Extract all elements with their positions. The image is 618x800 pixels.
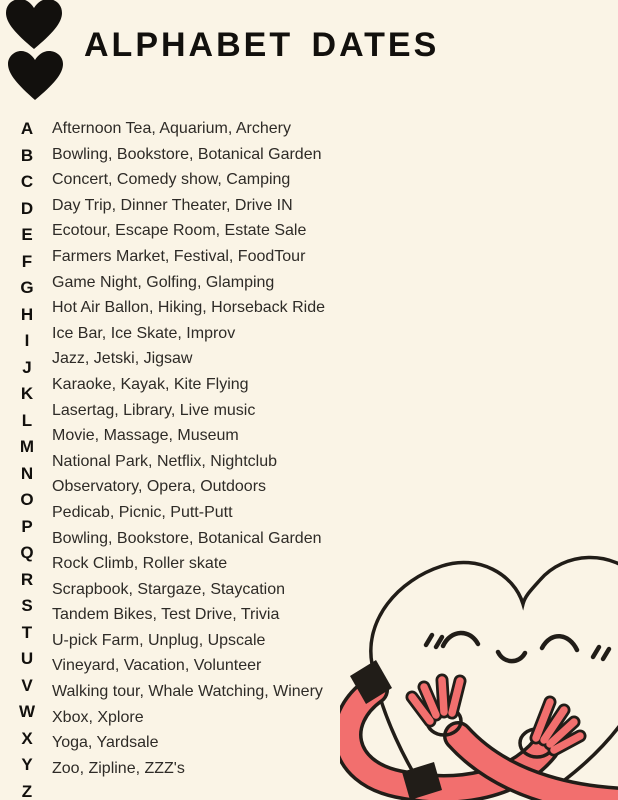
alphabet-letter-y: Y	[21, 755, 33, 774]
heart-icon	[8, 51, 63, 100]
alphabet-letter-b: B	[20, 145, 34, 165]
date-ideas-n: National Park, Netflix, Nightclub	[52, 452, 277, 470]
letters-column	[10, 116, 44, 800]
alphabet-letter-o: O	[20, 490, 34, 509]
hearts-decoration	[4, 0, 68, 109]
date-ideas-j: Jazz, Jetski, Jigsaw	[52, 350, 193, 368]
closed-eye-right-icon	[542, 636, 577, 650]
alphabet-letter-m: M	[19, 437, 35, 456]
date-ideas-m: Movie, Massage, Museum	[52, 427, 239, 445]
date-ideas-u: U-pick Farm, Unplug, Upscale	[52, 631, 266, 649]
closed-eye-left-icon	[443, 633, 478, 646]
date-ideas-a: Afternoon Tea, Aquarium, Archery	[52, 120, 291, 137]
alphabet-letter-h: H	[20, 304, 34, 324]
alphabet-letter-r: R	[20, 569, 34, 589]
date-ideas-i: Ice Bar, Ice Skate, Improv	[52, 324, 236, 342]
alphabet-letter-f: F	[21, 251, 33, 271]
heart-icon	[6, 0, 62, 49]
date-ideas-r: Rock Climb, Roller skate	[52, 555, 228, 573]
date-ideas-g: Game Night, Golfing, Glamping	[52, 273, 275, 291]
date-ideas-s: Scrapbook, Stargaze, Staycation	[52, 580, 286, 598]
left-accent-marks-icon	[426, 635, 442, 647]
date-ideas-o: Observatory, Opera, Outdoors	[52, 478, 267, 496]
alphabet-letter-z: Z	[21, 781, 33, 800]
ideas-column	[52, 116, 362, 781]
alphabet-letter-j: J	[22, 357, 32, 377]
alphabet-letter-n: N	[20, 463, 34, 483]
date-ideas-f: Farmers Market, Festival, FoodTour	[52, 247, 306, 265]
date-ideas-c: Concert, Comedy show, Camping	[52, 171, 291, 189]
smile-icon	[498, 652, 525, 661]
alphabet-letter-l: L	[21, 410, 33, 430]
alphabet-letter-t: T	[21, 622, 33, 642]
heart-face	[426, 633, 609, 661]
date-ideas-v: Vineyard, Vacation, Volunteer	[52, 657, 262, 675]
alphabet-letter-p: P	[21, 516, 33, 536]
alphabet-letter-c: C	[20, 172, 34, 191]
date-ideas-l: Lasertag, Library, Live music	[52, 401, 256, 419]
date-ideas-x: Xbox, Xplore	[52, 708, 144, 726]
date-ideas-b: Bowling, Bookstore, Botanical Garden	[52, 145, 322, 163]
alphabet-letter-k: K	[20, 384, 34, 403]
alphabet-letter-v: V	[21, 675, 33, 695]
date-ideas-e: Ecotour, Escape Room, Estate Sale	[52, 222, 307, 240]
alphabet-letter-a: A	[20, 119, 34, 138]
alphabet-letter-x: X	[21, 728, 33, 748]
page-title: ALPHABET DATES	[84, 26, 440, 64]
alphabet-letter-u: U	[20, 649, 34, 668]
right-accent-marks-icon	[593, 647, 609, 659]
alphabet-letter-d: D	[20, 198, 34, 218]
alphabet-letter-q: Q	[20, 543, 34, 562]
alphabet-letter-i: I	[24, 331, 30, 350]
date-ideas-t: Tandem Bikes, Test Drive, Trivia	[52, 606, 280, 624]
hugging-heart-illustration	[340, 540, 618, 800]
date-ideas-z: Zoo, Zipline, ZZZ's	[52, 759, 185, 777]
date-ideas-d: Day Trip, Dinner Theater, Drive IN	[52, 196, 293, 214]
alphabet-letter-s: S	[21, 596, 33, 615]
date-ideas-q: Bowling, Bookstore, Botanical Garden	[52, 529, 322, 547]
date-ideas-h: Hot Air Ballon, Hiking, Horseback Ride	[52, 299, 326, 317]
alphabet-letter-w: W	[18, 702, 36, 721]
date-ideas-k: Karaoke, Kayak, Kite Flying	[52, 375, 249, 393]
alphabet-letter-g: G	[20, 278, 34, 297]
date-ideas-p: Pedicab, Picnic, Putt-Putt	[52, 503, 233, 521]
date-ideas-w: Walking tour, Whale Watching, Winery	[52, 683, 323, 701]
date-ideas-y: Yoga, Yardsale	[52, 734, 159, 752]
alphabet-letter-e: E	[21, 225, 33, 244]
